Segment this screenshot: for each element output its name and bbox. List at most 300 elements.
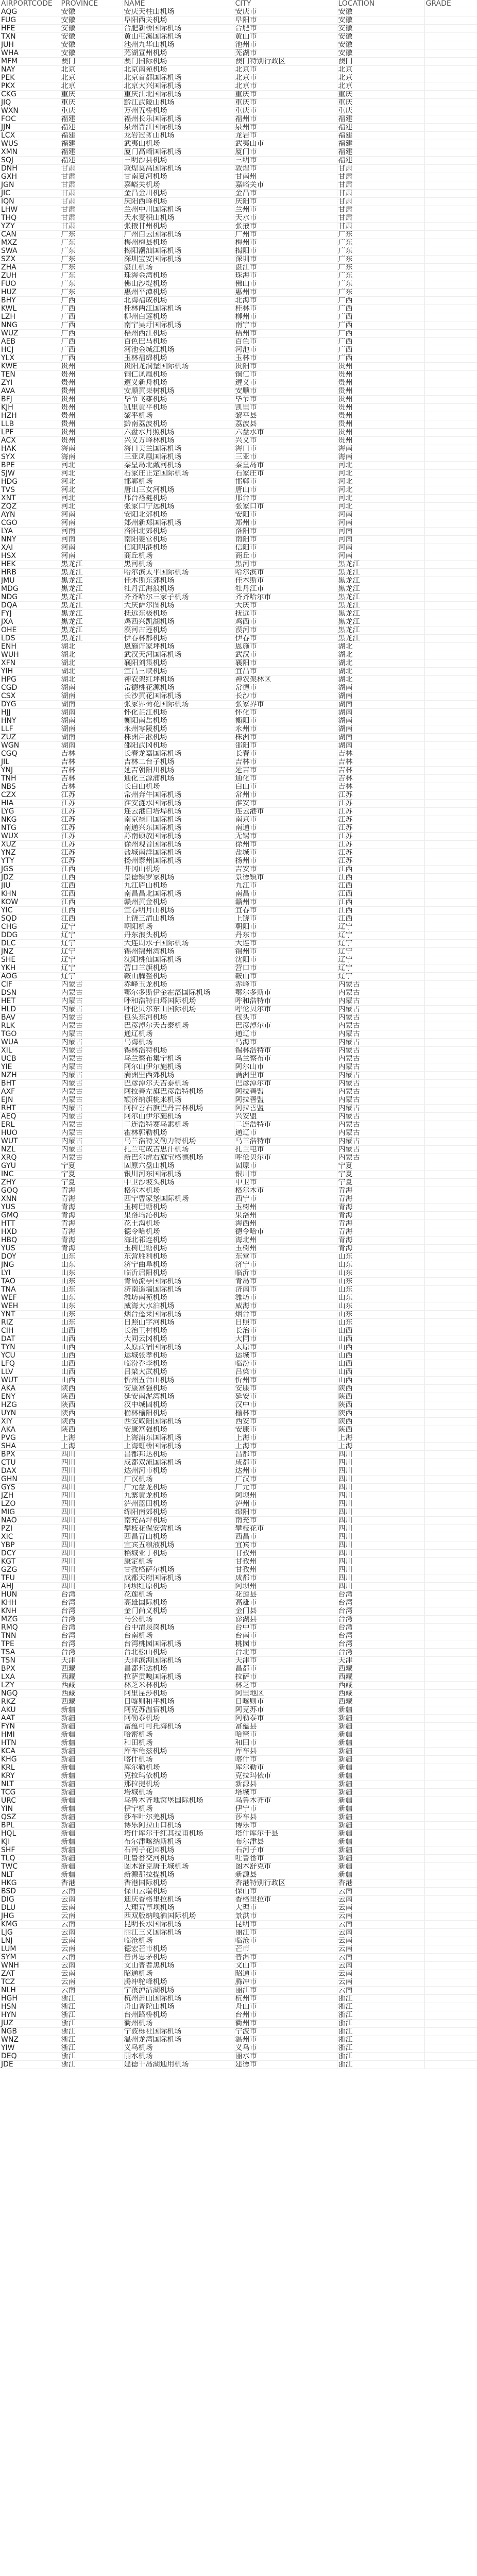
cell-grade[interactable] [424,857,477,866]
cell-location[interactable]: 吉林 [337,775,424,783]
cell-airportcode[interactable]: ZYI [0,379,60,387]
cell-grade[interactable] [424,1805,477,1814]
cell-airportcode[interactable]: NZH [0,1072,60,1080]
cell-location[interactable]: 湖南 [337,701,424,709]
cell-city[interactable]: 乌鲁木齐市 [234,1797,337,1805]
cell-province[interactable]: 内蒙古 [60,1088,123,1096]
cell-location[interactable]: 浙江 [337,2011,424,2020]
cell-airportcode[interactable]: KMG [0,1921,60,1929]
cell-grade[interactable] [424,58,477,66]
cell-location[interactable]: 云南 [337,1945,424,1954]
cell-location[interactable]: 山西 [337,1327,424,1335]
cell-airportcode[interactable]: HNY [0,717,60,725]
cell-name[interactable]: 厦门高崎国际机场 [123,148,234,157]
cell-airportcode[interactable]: TNH [0,775,60,783]
cell-name[interactable]: 神农架红坪机场 [123,676,234,684]
cell-location[interactable]: 新疆 [337,1805,424,1814]
cell-city[interactable]: 塔城市 [234,1789,337,1797]
cell-location[interactable]: 黑龙江 [337,561,424,569]
cell-province[interactable]: 新疆 [60,1756,123,1764]
cell-airportcode[interactable]: AYN [0,511,60,519]
cell-name[interactable]: 温州龙湾国际机场 [123,2036,234,2044]
cell-airportcode[interactable]: JIL [0,758,60,767]
cell-city[interactable]: 黄山市 [234,33,337,41]
cell-province[interactable]: 福建 [60,124,123,132]
cell-city[interactable]: 重庆市 [234,91,337,99]
cell-location[interactable]: 青海 [337,1204,424,1212]
cell-grade[interactable] [424,544,477,552]
cell-grade[interactable] [424,981,477,989]
cell-grade[interactable] [424,1781,477,1789]
cell-city[interactable]: 威海市 [234,1302,337,1311]
cell-city[interactable]: 珠海市 [234,272,337,280]
cell-name[interactable]: 扬州泰州国际机场 [123,857,234,866]
cell-location[interactable]: 内蒙古 [337,989,424,997]
cell-grade[interactable] [424,321,477,330]
cell-location[interactable]: 云南 [337,1888,424,1896]
cell-city[interactable]: 南昌市 [234,890,337,899]
cell-location[interactable]: 湖南 [337,684,424,692]
cell-province[interactable]: 江西 [60,899,123,907]
cell-grade[interactable] [424,1492,477,1500]
cell-airportcode[interactable]: TEN [0,371,60,379]
cell-airportcode[interactable]: HRB [0,569,60,577]
cell-city[interactable]: 秦皇岛市 [234,462,337,470]
cell-city[interactable]: 天津市 [234,1657,337,1665]
cell-city[interactable]: 济南市 [234,1286,337,1294]
cell-grade[interactable] [424,1360,477,1368]
cell-airportcode[interactable]: KNH [0,1607,60,1616]
cell-province[interactable]: 山东 [60,1311,123,1319]
cell-airportcode[interactable]: GYU [0,1162,60,1171]
cell-location[interactable]: 福建 [337,140,424,148]
cell-location[interactable]: 福建 [337,124,424,132]
cell-grade[interactable] [424,758,477,767]
cell-province[interactable]: 湖南 [60,709,123,717]
cell-location[interactable]: 四川 [337,1476,424,1484]
cell-city[interactable]: 玉林市 [234,354,337,363]
cell-name[interactable]: 吐鲁番交河机场 [123,1855,234,1863]
cell-location[interactable]: 河南 [337,536,424,544]
cell-airportcode[interactable]: TYN [0,1344,60,1352]
cell-location[interactable]: 湖南 [337,725,424,734]
cell-airportcode[interactable]: NAO [0,1517,60,1525]
cell-grade[interactable] [424,1162,477,1171]
cell-grade[interactable] [424,1080,477,1088]
cell-province[interactable]: 内蒙古 [60,1047,123,1055]
cell-city[interactable]: 博乐市 [234,1822,337,1830]
cell-city[interactable]: 常州市 [234,791,337,800]
cell-city[interactable]: 和田市 [234,1739,337,1748]
cell-grade[interactable] [424,181,477,190]
cell-province[interactable]: 内蒙古 [60,1039,123,1047]
cell-name[interactable]: 六盘水月照机场 [123,429,234,437]
cell-location[interactable]: 台湾 [337,1599,424,1607]
cell-location[interactable]: 内蒙古 [337,1022,424,1030]
cell-airportcode[interactable]: WGN [0,742,60,750]
cell-city[interactable]: 阿尔山市 [234,1063,337,1072]
cell-name[interactable]: 和田机场 [123,1739,234,1748]
cell-name[interactable]: 乌海机场 [123,1039,234,1047]
cell-airportcode[interactable]: ZUH [0,272,60,280]
cell-city[interactable]: 昭通市 [234,1970,337,1978]
cell-location[interactable]: 贵州 [337,396,424,404]
cell-location[interactable]: 新疆 [337,1739,424,1748]
cell-province[interactable]: 湖北 [60,676,123,684]
cell-location[interactable]: 青海 [337,1195,424,1204]
cell-city[interactable]: 西安市 [234,1418,337,1426]
cell-airportcode[interactable]: JXA [0,618,60,626]
cell-location[interactable]: 江苏 [337,857,424,866]
cell-city[interactable]: 建德市 [234,2061,337,2069]
cell-location[interactable]: 内蒙古 [337,1154,424,1162]
cell-province[interactable]: 四川 [60,1550,123,1558]
cell-location[interactable]: 河北 [337,478,424,486]
cell-name[interactable]: 富蕴可可托海机场 [123,1723,234,1731]
cell-city[interactable]: 哈尔滨市 [234,569,337,577]
cell-grade[interactable] [424,49,477,58]
cell-location[interactable]: 四川 [337,1509,424,1517]
cell-city[interactable]: 福州市 [234,115,337,124]
cell-city[interactable]: 安顺市 [234,387,337,396]
cell-grade[interactable] [424,33,477,41]
cell-location[interactable]: 重庆 [337,91,424,99]
cell-name[interactable]: 南阳姜营机场 [123,536,234,544]
cell-city[interactable]: 洛阳市 [234,528,337,536]
cell-location[interactable]: 贵州 [337,387,424,396]
cell-name[interactable]: 日喀则和平机场 [123,1698,234,1706]
cell-city[interactable]: 日照市 [234,1319,337,1327]
cell-location[interactable]: 山东 [337,1261,424,1269]
cell-city[interactable]: 澎湖县 [234,1616,337,1624]
cell-name[interactable]: 延吉朝阳川机场 [123,767,234,775]
cell-grade[interactable] [424,1706,477,1715]
cell-city[interactable]: 满洲里市 [234,1072,337,1080]
cell-airportcode[interactable]: WNH [0,1962,60,1970]
cell-city[interactable]: 玉树州 [234,1245,337,1253]
cell-city[interactable]: 北京市 [234,82,337,91]
cell-province[interactable]: 内蒙古 [60,1055,123,1063]
cell-location[interactable]: 西藏 [337,1673,424,1682]
cell-province[interactable]: 湖北 [60,659,123,668]
cell-province[interactable]: 云南 [60,1970,123,1978]
cell-airportcode[interactable]: YKH [0,964,60,973]
cell-name[interactable]: 三明沙县机场 [123,157,234,165]
cell-grade[interactable] [424,379,477,387]
cell-location[interactable]: 四川 [337,1558,424,1566]
cell-airportcode[interactable]: LHW [0,206,60,214]
cell-location[interactable]: 广东 [337,231,424,239]
cell-province[interactable]: 辽宁 [60,948,123,956]
cell-province[interactable]: 陕西 [60,1385,123,1393]
cell-grade[interactable] [424,1896,477,1904]
cell-grade[interactable] [424,783,477,791]
cell-location[interactable]: 湖北 [337,643,424,651]
cell-province[interactable]: 台湾 [60,1591,123,1599]
cell-province[interactable]: 云南 [60,1896,123,1904]
cell-grade[interactable] [424,239,477,247]
cell-location[interactable]: 澳门 [337,58,424,66]
cell-location[interactable]: 内蒙古 [337,1096,424,1105]
cell-location[interactable]: 广东 [337,256,424,264]
cell-grade[interactable] [424,849,477,857]
cell-airportcode[interactable]: ZHY [0,1179,60,1187]
cell-grade[interactable] [424,808,477,816]
cell-name[interactable]: 朝阳机场 [123,923,234,931]
cell-city[interactable]: 赤峰市 [234,981,337,989]
cell-airportcode[interactable]: JHG [0,1912,60,1921]
cell-location[interactable]: 四川 [337,1467,424,1476]
cell-grade[interactable] [424,231,477,239]
cell-city[interactable]: 果洛州 [234,1212,337,1220]
cell-grade[interactable] [424,692,477,701]
cell-name[interactable]: 福州长乐国际机场 [123,115,234,124]
cell-grade[interactable] [424,486,477,495]
cell-location[interactable]: 广西 [337,297,424,305]
cell-city[interactable]: 伊宁市 [234,1805,337,1814]
cell-name[interactable]: 南充高坪机场 [123,1517,234,1525]
cell-grade[interactable] [424,1451,477,1459]
cell-province[interactable]: 四川 [60,1517,123,1525]
cell-city[interactable]: 贵阳市 [234,363,337,371]
cell-grade[interactable] [424,1797,477,1805]
cell-location[interactable]: 西藏 [337,1665,424,1673]
cell-name[interactable]: 梅州梅县机场 [123,239,234,247]
cell-city[interactable]: 大同市 [234,1335,337,1344]
cell-province[interactable]: 上海 [60,1434,123,1443]
cell-city[interactable]: 甘孜州 [234,1550,337,1558]
cell-city[interactable]: 呼和浩特市 [234,997,337,1006]
cell-name[interactable]: 台北松山机场 [123,1649,234,1657]
cell-city[interactable]: 邵阳市 [234,742,337,750]
cell-airportcode[interactable]: DCY [0,1550,60,1558]
cell-airportcode[interactable]: BPX [0,1451,60,1459]
cell-name[interactable]: 固原六盘山机场 [123,1162,234,1171]
cell-name[interactable]: 黎平机场 [123,412,234,420]
cell-location[interactable]: 广西 [337,354,424,363]
cell-location[interactable]: 河南 [337,552,424,561]
cell-city[interactable]: 郑州市 [234,519,337,528]
cell-airportcode[interactable]: HAK [0,445,60,453]
cell-province[interactable]: 台湾 [60,1599,123,1607]
cell-grade[interactable] [424,404,477,412]
cell-city[interactable]: 石河子市 [234,1846,337,1855]
cell-location[interactable]: 新疆 [337,1789,424,1797]
cell-province[interactable]: 浙江 [60,2003,123,2011]
cell-name[interactable]: 呼和浩特白塔国际机场 [123,997,234,1006]
cell-location[interactable]: 辽宁 [337,923,424,931]
cell-city[interactable]: 东营市 [234,1253,337,1261]
cell-airportcode[interactable]: LLB [0,420,60,429]
cell-grade[interactable] [424,1311,477,1319]
cell-grade[interactable] [424,289,477,297]
cell-grade[interactable] [424,1294,477,1302]
cell-name[interactable]: 营口兰旗机场 [123,964,234,973]
cell-airportcode[interactable]: CHG [0,923,60,931]
cell-location[interactable]: 海南 [337,453,424,462]
header-location[interactable]: LOCATION [337,0,424,8]
cell-grade[interactable] [424,1030,477,1039]
cell-name[interactable]: 南京禄口国际机场 [123,816,234,824]
cell-province[interactable]: 贵州 [60,379,123,387]
cell-airportcode[interactable]: MFM [0,58,60,66]
cell-airportcode[interactable]: TAO [0,1278,60,1286]
cell-province[interactable]: 新疆 [60,1830,123,1838]
cell-location[interactable]: 山东 [337,1294,424,1302]
cell-grade[interactable] [424,1698,477,1706]
cell-province[interactable]: 四川 [60,1533,123,1541]
cell-name[interactable]: 锦州锦州湾机场 [123,948,234,956]
cell-province[interactable]: 海南 [60,453,123,462]
cell-location[interactable]: 山东 [337,1286,424,1294]
cell-airportcode[interactable]: HYN [0,2011,60,2020]
cell-name[interactable]: 广元盘龙机场 [123,1484,234,1492]
cell-province[interactable]: 内蒙古 [60,1121,123,1129]
cell-airportcode[interactable]: JZH [0,1492,60,1500]
cell-province[interactable]: 四川 [60,1492,123,1500]
cell-location[interactable]: 河南 [337,519,424,528]
cell-name[interactable]: 黄山屯溪国际机场 [123,33,234,41]
cell-province[interactable]: 天津 [60,1657,123,1665]
cell-name[interactable]: 通化三源浦机场 [123,775,234,783]
cell-airportcode[interactable]: JGN [0,181,60,190]
cell-province[interactable]: 吉林 [60,750,123,758]
cell-name[interactable]: 安康富强机场 [123,1385,234,1393]
cell-city[interactable]: 龙岩市 [234,132,337,140]
cell-name[interactable]: 常德桃花源机场 [123,684,234,692]
cell-location[interactable]: 北京 [337,66,424,74]
cell-city[interactable]: 通化市 [234,775,337,783]
cell-grade[interactable] [424,1228,477,1236]
cell-location[interactable]: 陕西 [337,1401,424,1410]
cell-airportcode[interactable]: JGS [0,866,60,874]
header-province[interactable]: PROVINCE [60,0,123,8]
cell-city[interactable]: 衢州市 [234,2020,337,2028]
cell-city[interactable]: 邯郸市 [234,478,337,486]
cell-name[interactable]: 西双版纳嘎洒国际机场 [123,1912,234,1921]
cell-name[interactable]: 玉林福绵机场 [123,354,234,363]
cell-city[interactable]: 榆林市 [234,1410,337,1418]
cell-city[interactable]: 北京市 [234,66,337,74]
cell-city[interactable]: 青岛市 [234,1278,337,1286]
cell-airportcode[interactable]: HET [0,997,60,1006]
cell-airportcode[interactable]: DEQ [0,2053,60,2061]
cell-city[interactable]: 香格里拉市 [234,1896,337,1904]
cell-grade[interactable] [424,1921,477,1929]
cell-grade[interactable] [424,651,477,659]
cell-grade[interactable] [424,173,477,181]
cell-grade[interactable] [424,931,477,940]
cell-grade[interactable] [424,1302,477,1311]
cell-name[interactable]: 昆明长水国际机场 [123,1921,234,1929]
cell-airportcode[interactable]: CSX [0,692,60,701]
cell-province[interactable]: 四川 [60,1476,123,1484]
cell-name[interactable]: 金昌金川机场 [123,190,234,198]
cell-province[interactable]: 安徽 [60,8,123,16]
cell-province[interactable]: 湖南 [60,692,123,701]
cell-city[interactable]: 泉州市 [234,124,337,132]
cell-province[interactable]: 陕西 [60,1401,123,1410]
cell-grade[interactable] [424,25,477,33]
cell-airportcode[interactable]: TCZ [0,1978,60,1987]
cell-province[interactable]: 陕西 [60,1393,123,1401]
cell-airportcode[interactable]: AAT [0,1715,60,1723]
cell-city[interactable]: 阿坝州 [234,1492,337,1500]
cell-name[interactable]: 重庆江北国际机场 [123,91,234,99]
cell-province[interactable]: 青海 [60,1195,123,1204]
cell-location[interactable]: 浙江 [337,1995,424,2003]
cell-city[interactable]: 安康市 [234,1385,337,1393]
cell-name[interactable]: 丹东浪头机场 [123,931,234,940]
cell-grade[interactable] [424,1368,477,1377]
cell-airportcode[interactable]: TNA [0,1286,60,1294]
header-name[interactable]: NAME [123,0,234,8]
cell-grade[interactable] [424,742,477,750]
cell-name[interactable]: 安顺黄果树机场 [123,387,234,396]
cell-name[interactable]: 台南机场 [123,1632,234,1640]
cell-grade[interactable] [424,874,477,882]
cell-airportcode[interactable]: LJG [0,1929,60,1937]
cell-city[interactable]: 宁波市 [234,2028,337,2036]
cell-airportcode[interactable]: HDG [0,478,60,486]
cell-name[interactable]: 万州五桥机场 [123,107,234,115]
cell-province[interactable]: 内蒙古 [60,1138,123,1146]
cell-location[interactable]: 广西 [337,330,424,338]
cell-airportcode[interactable]: PEK [0,74,60,82]
cell-location[interactable]: 辽宁 [337,964,424,973]
cell-province[interactable]: 陕西 [60,1426,123,1434]
cell-province[interactable]: 山东 [60,1294,123,1302]
cell-city[interactable]: 朝阳市 [234,923,337,931]
cell-city[interactable]: 阿拉善盟 [234,1096,337,1105]
cell-name[interactable]: 宜春明月山机场 [123,907,234,915]
cell-location[interactable]: 四川 [337,1492,424,1500]
cell-city[interactable]: 河池市 [234,346,337,354]
cell-airportcode[interactable]: KHG [0,1756,60,1764]
cell-name[interactable]: 兴义万峰林机场 [123,437,234,445]
cell-city[interactable]: 阿里地区 [234,1690,337,1698]
cell-city[interactable]: 延吉市 [234,767,337,775]
cell-location[interactable]: 浙江 [337,2028,424,2036]
cell-grade[interactable] [424,264,477,272]
cell-name[interactable]: 成都天府国际机场 [123,1574,234,1583]
cell-name[interactable]: 延安南泥湾机场 [123,1393,234,1401]
cell-location[interactable]: 贵州 [337,404,424,412]
cell-name[interactable]: 杭州萧山国际机场 [123,1995,234,2003]
cell-city[interactable]: 营口市 [234,964,337,973]
cell-name[interactable]: 克拉玛依机场 [123,1772,234,1781]
cell-city[interactable]: 哈密市 [234,1731,337,1739]
cell-grade[interactable] [424,1533,477,1541]
cell-location[interactable]: 甘肃 [337,214,424,223]
cell-city[interactable]: 百色市 [234,338,337,346]
cell-city[interactable]: 中卫市 [234,1179,337,1187]
cell-grade[interactable] [424,115,477,124]
cell-province[interactable]: 新疆 [60,1805,123,1814]
cell-grade[interactable] [424,1220,477,1228]
cell-airportcode[interactable]: SQD [0,915,60,923]
cell-grade[interactable] [424,1764,477,1772]
cell-location[interactable]: 甘肃 [337,173,424,181]
cell-name[interactable]: 库尔勒机场 [123,1764,234,1772]
cell-location[interactable]: 四川 [337,1484,424,1492]
cell-city[interactable]: 大连市 [234,940,337,948]
cell-grade[interactable] [424,1550,477,1558]
cell-city[interactable]: 烟台市 [234,1311,337,1319]
cell-city[interactable]: 神农架林区 [234,676,337,684]
cell-city[interactable]: 舟山市 [234,2003,337,2011]
cell-city[interactable]: 襄阳市 [234,659,337,668]
